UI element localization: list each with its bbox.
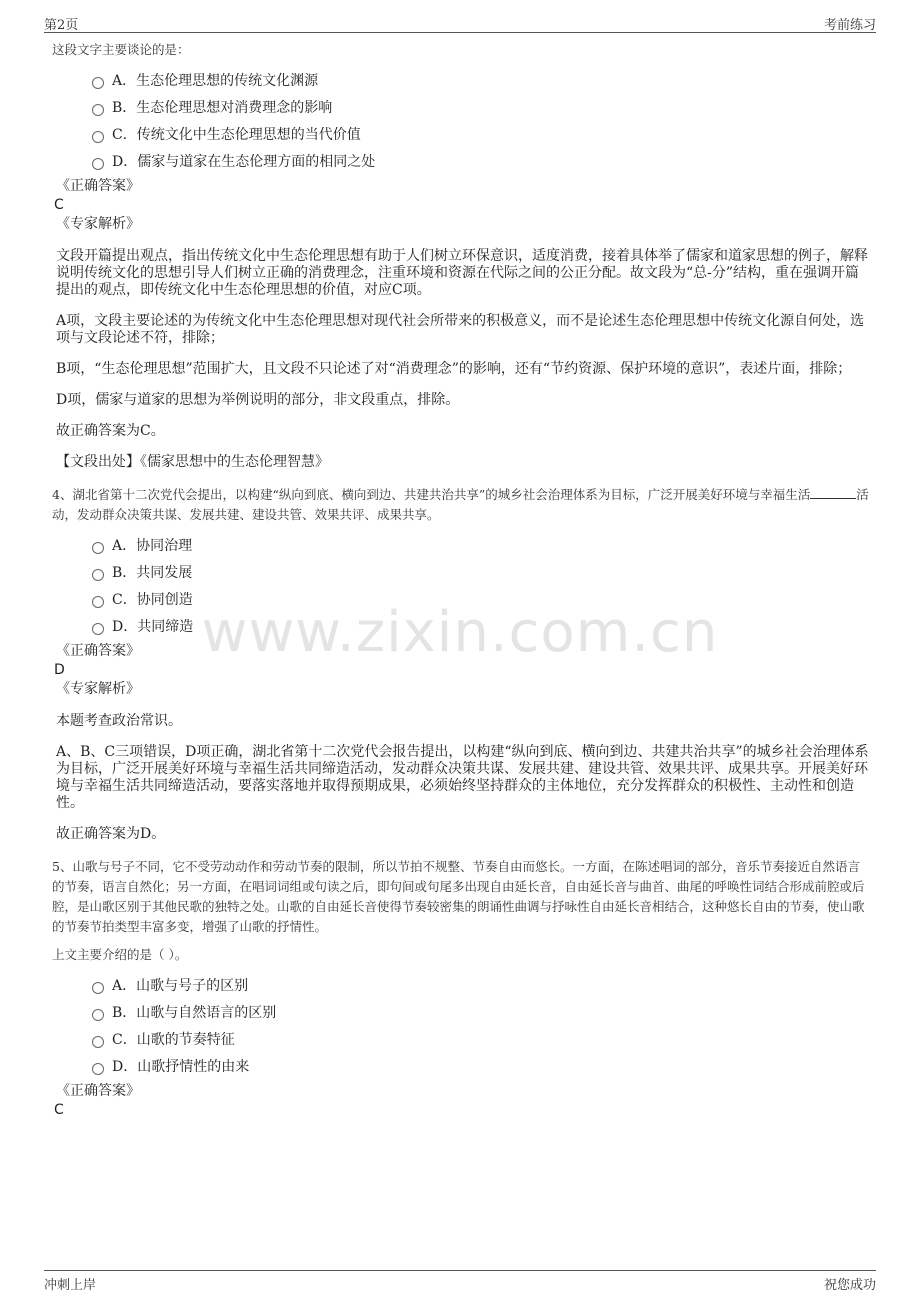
analysis-paragraph: D项，儒家与道家的思想为举例说明的部分，非文段重点，排除。 xyxy=(56,392,460,408)
option-d[interactable]: D．儒家与道家在生态伦理方面的相同之处 xyxy=(92,149,870,176)
answer-label: 《正确答案》 xyxy=(56,643,140,659)
radio-icon[interactable] xyxy=(92,569,104,581)
option-c[interactable]: C．传统文化中生态伦理思想的当代价值 xyxy=(92,122,870,149)
option-list xyxy=(92,973,870,1081)
radio-icon[interactable] xyxy=(92,1036,104,1048)
radio-icon[interactable] xyxy=(92,982,104,994)
analysis-paragraph: A项，文段主要论述的为传统文化中生态伦理思想对现代社会所带来的积极意义，而不是论述生态伦理思想中传统文化源自何处，选项与文段论述不符，排除； xyxy=(56,313,865,346)
analysis-paragraph: 本题考查政治常识。 xyxy=(56,713,182,729)
page-number: 第2页 xyxy=(44,18,79,33)
answer-value: D xyxy=(54,662,65,678)
radio-icon[interactable] xyxy=(92,1063,104,1075)
question-stem: 上文主要介绍的是（ ）。 xyxy=(52,947,188,962)
option-list xyxy=(92,533,870,641)
option-b[interactable]: B．生态伦理思想对消费理念的影响 xyxy=(92,95,870,122)
option-d[interactable]: D．共同缔造 xyxy=(92,614,870,641)
page-header xyxy=(44,12,876,33)
analysis-paragraph: B项，“生态伦理思想”范围扩大，且文段不只论述了对“消费理念”的影响，还有“节约资源、保护环境的意识”，表述片面，排除； xyxy=(56,361,852,377)
fill-blank xyxy=(810,486,856,499)
analysis-paragraph: 文段开篇提出观点，指出传统文化中生态伦理思想有助于人们树立环保意识，适度消费，接着具体举了儒家和道家思想的例子，解释说明传统文化的思想引导人们树立正确的消费理念，注重环境和资源在代际之间的公正分配。故文段为“总-分”结构，重在强调开篇提出的观点，即传统文化中生态伦理思想的价值，对应C项。 xyxy=(56,248,868,298)
analysis-label: 《专家解析》 xyxy=(56,681,140,697)
radio-icon[interactable] xyxy=(92,623,104,635)
option-b[interactable]: B．共同发展 xyxy=(92,560,870,587)
answer-value: C xyxy=(54,197,64,213)
watermark: www.zixin.com.cn xyxy=(201,600,719,665)
option-c[interactable]: C．山歌的节奏特征 xyxy=(92,1027,870,1054)
radio-icon[interactable] xyxy=(92,596,104,608)
option-a[interactable]: A．协同治理 xyxy=(92,533,870,560)
question-stem: 这段文字主要谈论的是： xyxy=(52,42,190,57)
option-a[interactable]: A．生态伦理思想的传统文化渊源 xyxy=(92,68,870,95)
option-a[interactable]: A．山歌与号子的区别 xyxy=(92,973,870,1000)
option-c[interactable]: C．协同创造 xyxy=(92,587,870,614)
analysis-label: 《专家解析》 xyxy=(56,216,140,232)
radio-icon[interactable] xyxy=(92,1009,104,1021)
answer-label: 《正确答案》 xyxy=(56,1083,140,1099)
footer-left-text: 冲刺上岸 xyxy=(44,1278,97,1293)
header-title: 考前练习 xyxy=(823,18,876,33)
radio-icon[interactable] xyxy=(92,77,104,89)
radio-icon[interactable] xyxy=(92,542,104,554)
radio-icon[interactable] xyxy=(92,158,104,170)
question-passage: 5、山歌与号子不同，它不受劳动动作和劳动节奏的限制，所以节拍不规整、节奏自由而悠长。一方面，在陈述唱词的部分，音乐节奏接近自然语言的节奏，语言自然化；另一方面，在唱词词组或句读之后，即句间或句尾多出现自由延长音，自由延长音与曲首、曲尾的呼唤性词结合形成前腔或后腔，是山歌区别于其他民歌的独特之处。山歌的自由延长音使得节奏较密集的朗诵性曲调与抒咏性自由延长音相结合，这种悠长自由的节奏，使山歌的节奏节拍类型丰富多变，增强了山歌的抒情性。 xyxy=(52,859,865,934)
analysis-conclusion: 故正确答案为C。 xyxy=(56,423,165,439)
footer-right-text: 祝您成功 xyxy=(823,1278,876,1293)
question-stem: 4、湖北省第十二次党代会提出，以构建“纵向到底、横向到边、共建共治共享”的城乡社会治理体系为目标，广泛开展美好环境与幸福生活 活动，发动群众决策共谋、发展共建、建设共管、效果共评、成果共享。 xyxy=(52,487,869,522)
page-footer xyxy=(44,1270,876,1293)
analysis-paragraph: A、B、C三项错误，D项正确，湖北省第十二次党代会报告提出，以构建“纵向到底、横向到边、共建共治共享”的城乡社会治理体系为目标，广泛开展美好环境与幸福生活共同缔造活动，发动群众决策共谋、发展共建、建设共管、效果共评、成果共享。开展美好环境与幸福生活共同缔造活动，要落实落地并取得预期成果，必须始终坚持群众的主体地位，充分发挥群众的积极性、主动性和创造性。 xyxy=(56,744,869,811)
option-list xyxy=(92,68,870,176)
answer-value: C xyxy=(54,1102,64,1118)
option-d[interactable]: D．山歌抒情性的由来 xyxy=(92,1054,870,1081)
option-b[interactable]: B．山歌与自然语言的区别 xyxy=(92,1000,870,1027)
radio-icon[interactable] xyxy=(92,131,104,143)
document-body xyxy=(52,40,870,1119)
source-note: 【文段出处】《儒家思想中的生态伦理智慧》 xyxy=(56,454,329,470)
radio-icon[interactable] xyxy=(92,104,104,116)
analysis-conclusion: 故正确答案为D。 xyxy=(56,826,166,842)
answer-label: 《正确答案》 xyxy=(56,178,140,194)
